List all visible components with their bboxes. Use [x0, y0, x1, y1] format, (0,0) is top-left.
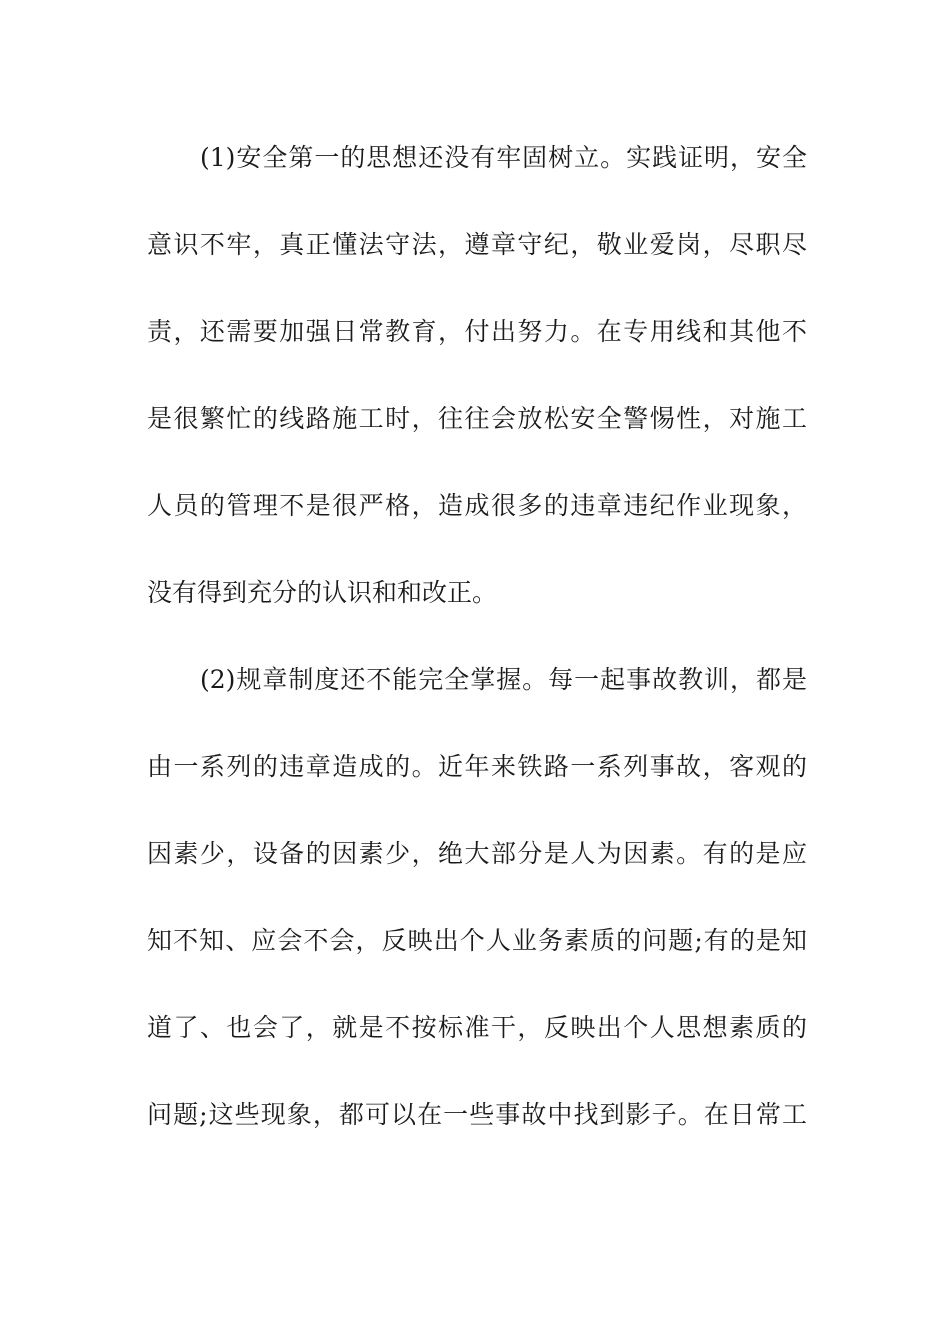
- paragraph-line: 道了、也会了，就是不按标准干，反映出个人思想素质的: [147, 1013, 807, 1042]
- paragraph-line: 由一系列的违章造成的。近年来铁路一系列事故，客观的: [147, 752, 807, 781]
- paragraph-line: 问题;这些现象，都可以在一些事故中找到影子。在日常工: [147, 1100, 807, 1129]
- paragraph-line: 人员的管理不是很严格，造成很多的违章违纪作业现象，: [147, 491, 807, 520]
- paragraph-line: 是很繁忙的线路施工时，往往会放松安全警惕性，对施工: [147, 404, 807, 433]
- paragraph-line: 意识不牢，真正懂法守法，遵章守纪，敬业爱岗，尽职尽: [147, 230, 807, 259]
- paragraph-line: 责，还需要加强日常教育，付出努力。在专用线和其他不: [147, 317, 807, 346]
- paragraph-line: 知不知、应会不会，反映出个人业务素质的问题;有的是知: [147, 926, 807, 955]
- paragraph-line: (2)规章制度还不能完全掌握。每一起事故教训，都是: [200, 665, 807, 694]
- paragraph-line: 因素少，设备的因素少，绝大部分是人为因素。有的是应: [147, 839, 807, 868]
- paragraph-line: 没有得到充分的认识和和改正。: [147, 578, 498, 607]
- paragraph-line: (1)安全第一的思想还没有牢固树立。实践证明，安全: [200, 143, 807, 172]
